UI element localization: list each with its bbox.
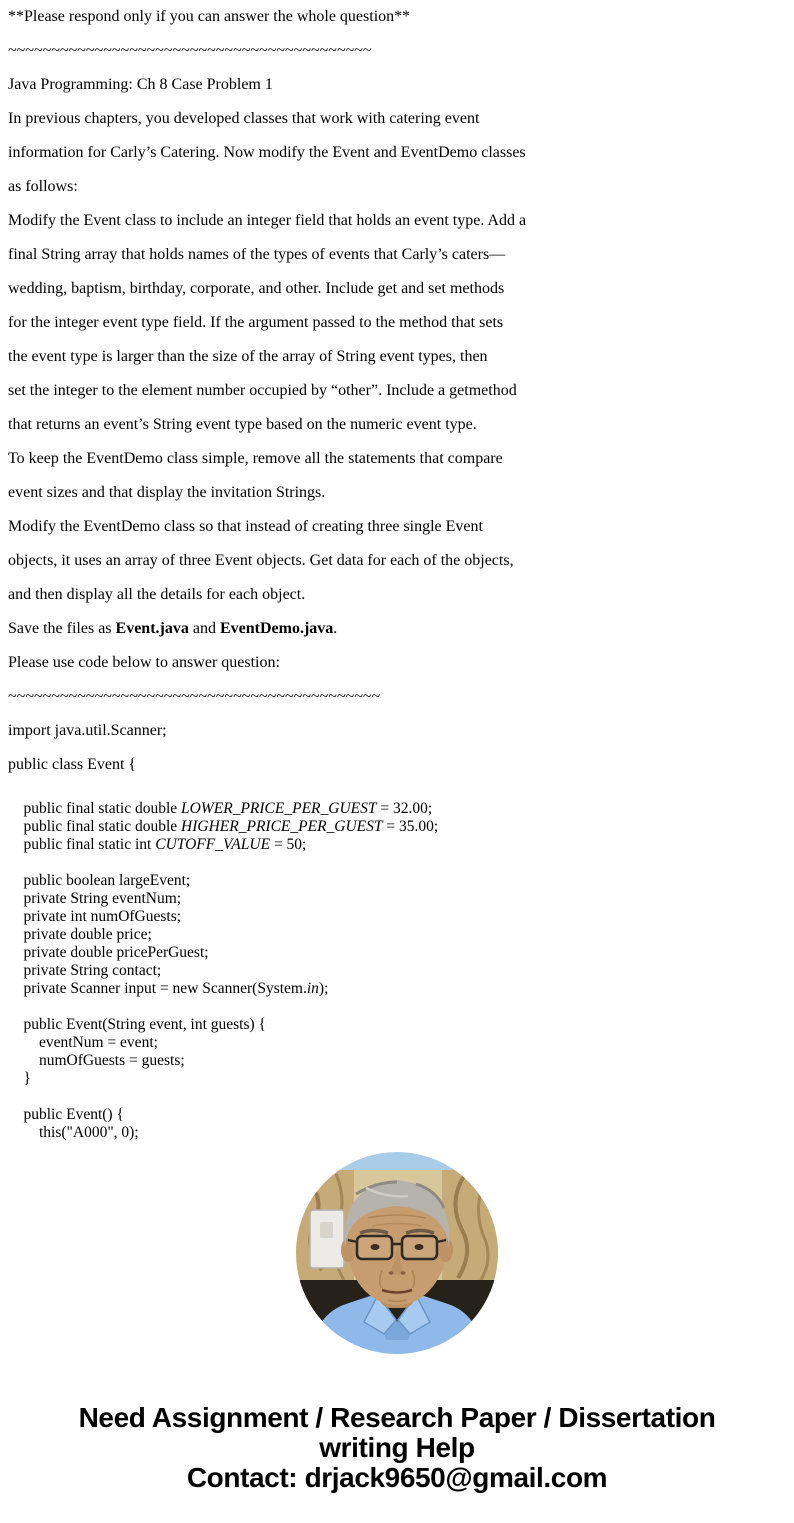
code-line <box>8 1088 794 1106</box>
text-line: ~~~~~~~~~~~~~~~~~~~~~~~~~~~~~~~~~~~~~~~~~~~ <box>8 688 381 705</box>
text-line: wedding, baptism, birthday, corporate, and other. Include get and set methods <box>8 280 505 297</box>
text-line: Java Programming: Ch 8 Case Problem 1 <box>8 76 273 93</box>
footer-line-2: writing Help <box>319 1432 475 1463</box>
code-block <box>8 782 794 1142</box>
code-line: public boolean largeEvent; <box>8 872 191 889</box>
code-line: public final static double LOWER_PRICE_PER_GUEST = 32.00; <box>8 800 433 817</box>
avatar <box>296 1152 498 1354</box>
text-line: that returns an event’s String event type based on the numeric event type. <box>8 416 477 433</box>
question-text <box>8 0 794 782</box>
text-line: public class Event { <box>8 756 137 773</box>
text-line: Save the files as Event.java and EventDemo.java. <box>8 620 338 637</box>
text-line: and then display all the details for each object. <box>8 586 306 603</box>
code-line: private Scanner input = new Scanner(System.in); <box>8 980 329 997</box>
code-line <box>8 854 794 872</box>
code-line: public Event() { <box>8 1106 124 1123</box>
text-line: as follows: <box>8 178 78 195</box>
avatar-container <box>0 1152 794 1354</box>
code-line: eventNum = event; <box>8 1034 158 1051</box>
code-line: private double pricePerGuest; <box>8 944 209 961</box>
text-line: In previous chapters, you developed classes that work with catering event <box>8 110 480 127</box>
text-line: the event type is larger than the size of the array of String event types, then <box>8 348 488 365</box>
text-line: ~~~~~~~~~~~~~~~~~~~~~~~~~~~~~~~~~~~~~~~~~~ <box>8 42 372 59</box>
footer-line-1: Need Assignment / Research Paper / Dissertation <box>78 1402 716 1433</box>
text-line: Modify the Event class to include an integer field that holds an event type. Add a <box>8 212 527 229</box>
text-line: final String array that holds names of the types of events that Carly’s caters— <box>8 246 506 263</box>
text-line: To keep the EventDemo class simple, remove all the statements that compare <box>8 450 503 467</box>
code-line <box>8 782 794 800</box>
text-line: objects, it uses an array of three Event objects. Get data for each of the objects, <box>8 552 514 569</box>
code-line: private String eventNum; <box>8 890 182 907</box>
text-line: set the integer to the element number occupied by “other”. Include a getmethod <box>8 382 517 399</box>
text-line: Please use code below to answer question: <box>8 654 280 671</box>
text-line: **Please respond only if you can answer the whole question** <box>8 8 411 25</box>
code-line: } <box>8 1070 31 1087</box>
code-line: private int numOfGuests; <box>8 908 182 925</box>
text-line: import java.util.Scanner; <box>8 722 167 739</box>
text-line: for the integer event type field. If the argument passed to the method that sets <box>8 314 504 331</box>
avatar-photo-illustration <box>296 1152 498 1354</box>
text-line: event sizes and that display the invitation Strings. <box>8 484 326 501</box>
text-line: information for Carly’s Catering. Now modify the Event and EventDemo classes <box>8 144 526 161</box>
code-line: public Event(String event, int guests) { <box>8 1016 266 1033</box>
code-line: numOfGuests = guests; <box>8 1052 185 1069</box>
footer-promo <box>0 1403 794 1493</box>
code-line: this("A000", 0); <box>8 1124 139 1141</box>
code-line: private double price; <box>8 926 152 943</box>
code-line: public final static double HIGHER_PRICE_PER_GUEST = 35.00; <box>8 818 439 835</box>
code-line <box>8 998 794 1016</box>
code-line: private String contact; <box>8 962 162 979</box>
footer-contact-email: Contact: drjack9650@gmail.com <box>186 1462 608 1493</box>
code-line: public final static int CUTOFF_VALUE = 50; <box>8 836 307 853</box>
text-line: Modify the EventDemo class so that instead of creating three single Event <box>8 518 483 535</box>
